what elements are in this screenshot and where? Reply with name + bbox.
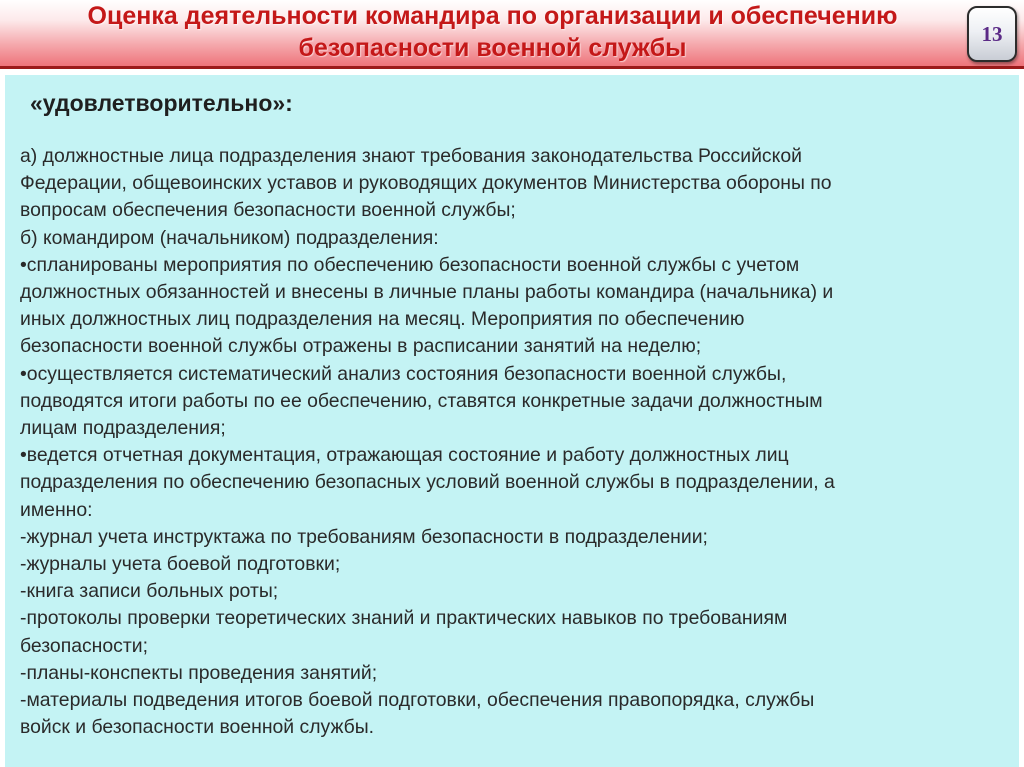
text-line: -журналы учета боевой подготовки; xyxy=(20,553,341,576)
rating-heading: «удовлетворительно»: xyxy=(30,90,293,116)
slide-title-line-1: Оценка деятельности командира по организации и обеспечению xyxy=(87,2,898,30)
text-line: -планы-конспекты проведения занятий; xyxy=(20,661,378,684)
header-band xyxy=(0,0,1024,68)
slide-number: 13 xyxy=(981,22,1003,46)
text-line: безопасности; xyxy=(20,634,148,657)
text-line: -материалы подведения итогов боевой подготовки, обеспечения правопорядка, службы xyxy=(20,689,815,712)
header-divider xyxy=(0,66,1024,69)
text-line: а) должностные лица подразделения знают требования законодательства Российской xyxy=(20,145,802,167)
text-line: должностных обязанностей и внесены в личные планы работы командира (начальника) и xyxy=(20,281,834,304)
text-line: безопасности военной службы отражены в расписании занятий на неделю; xyxy=(20,335,702,358)
text-line: именно: xyxy=(20,498,93,521)
text-line: войск и безопасности военной службы. xyxy=(20,716,375,739)
text-line: -протоколы проверки теоретических знаний и практических навыков по требованиям xyxy=(20,607,788,630)
text-line: лицам подразделения; xyxy=(20,417,226,440)
text-line: Федерации, общевоинских уставов и руководящих документов Министерства обороны по xyxy=(20,172,832,195)
text-line: вопросам обеспечения безопасности военной службы; xyxy=(20,199,516,222)
text-line: •спланированы мероприятия по обеспечению безопасности военной службы с учетом xyxy=(20,253,800,276)
text-line: подводятся итоги работы по ее обеспечению, ставятся конкретные задачи должностным xyxy=(20,389,823,412)
slide-title-line-2: безопасности военной службы xyxy=(298,34,687,62)
slide-title xyxy=(20,0,965,64)
text-line: иных должностных лиц подразделения на месяц. Мероприятия по обеспечению xyxy=(20,308,745,331)
text-line: -книга записи больных роты; xyxy=(20,580,279,603)
text-line: •осуществляется систематический анализ состояния безопасности военной службы, xyxy=(20,362,787,385)
text-line: -журнал учета инструктажа по требованиям безопасности в подразделении; xyxy=(20,525,708,548)
text-line: подразделения по обеспечению безопасных условий военной службы в подразделении, а xyxy=(20,471,835,494)
text-line: б) командиром (начальником) подразделения: xyxy=(20,226,439,249)
slide-number-badge xyxy=(967,6,1017,62)
criteria-text xyxy=(20,143,995,741)
text-line: •ведется отчетная документация, отражающая состояние и работу должностных лиц xyxy=(20,444,789,467)
